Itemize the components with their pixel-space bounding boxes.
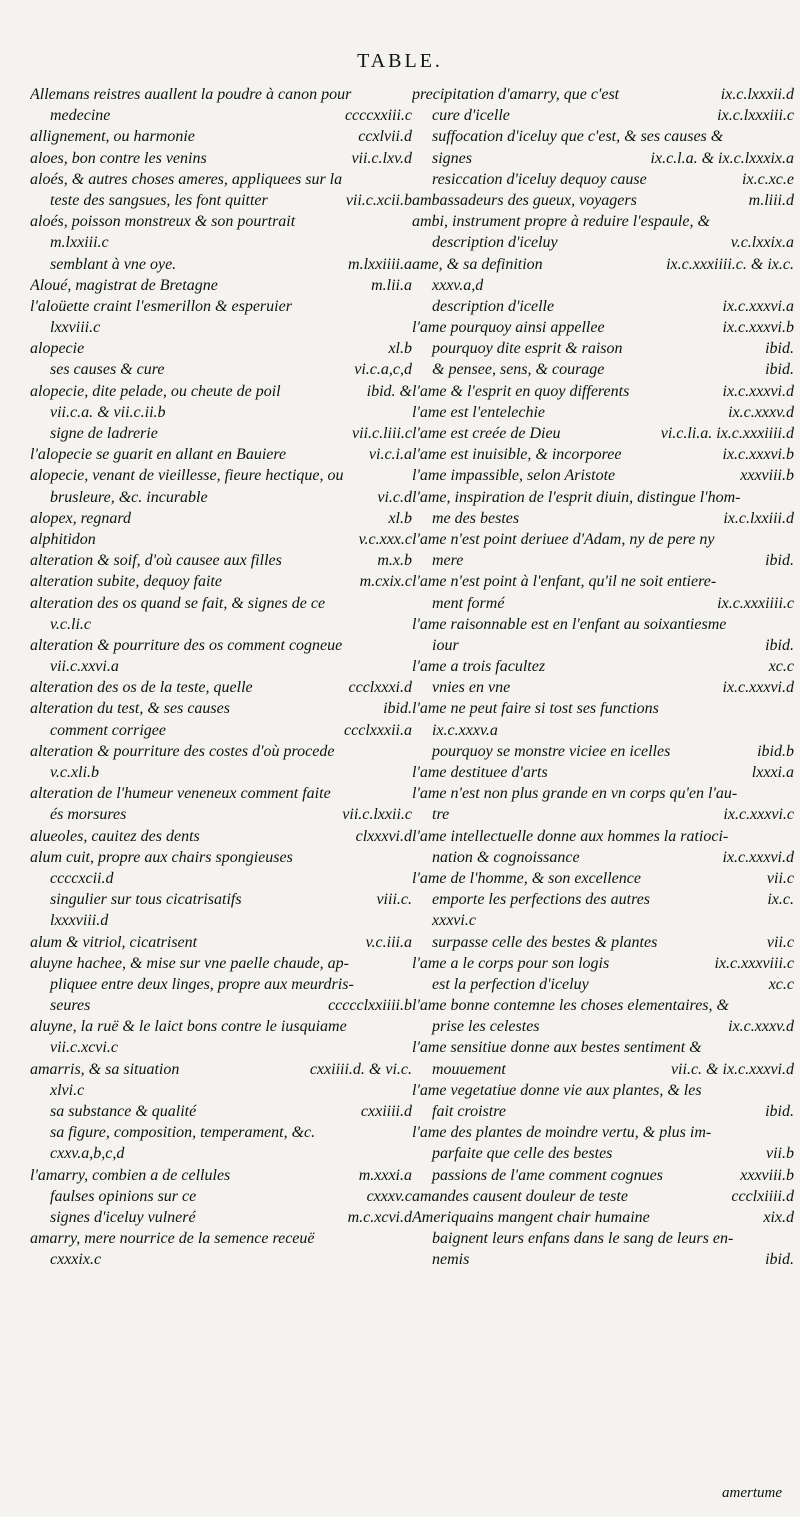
index-entry-text: Aloué, magistrat de Bretagne — [30, 276, 218, 294]
index-entry-text: amandes causent douleur de teste — [412, 1187, 628, 1205]
index-entry — [412, 677, 794, 698]
index-entry-reference: ibid. — [765, 636, 794, 654]
index-entry — [412, 529, 794, 550]
index-entry-reference: ix.c.xxxviii.c — [714, 954, 794, 972]
index-entry-text: l'ame a trois facultez — [412, 658, 546, 676]
index-entry-text: aloés, & autres choses ameres, appliquees sur la — [30, 170, 343, 188]
index-entry-text: l'alopecie se guarit en allant en Bauiere — [30, 446, 287, 464]
index-entry-text: surpasse celle des bestes & plantes — [432, 933, 658, 951]
index-entry-reference: ibid.b — [757, 742, 794, 760]
index-entry — [412, 465, 794, 486]
index-entry — [412, 953, 794, 974]
index-entry — [412, 1207, 794, 1228]
index-entry — [30, 423, 412, 444]
index-entry — [30, 1080, 412, 1101]
index-entry-text: alteration des os de la teste, quelle — [30, 679, 253, 697]
index-entry — [412, 720, 794, 741]
index-entry — [30, 529, 412, 550]
catchword: amertume — [722, 1485, 782, 1501]
index-entry-text: l'aloüette craint l'esmerillon & esperuier — [30, 297, 292, 315]
index-entry — [412, 1122, 794, 1143]
index-entry-text: aloés, poisson monstreux & son pourtrait — [30, 213, 296, 231]
index-entry — [412, 804, 794, 825]
index-entry-text: cxxv.a,b,c,d — [50, 1145, 125, 1163]
index-entry-text: l'ame n'est point deriuee d'Adam, ny de pere ny — [412, 530, 715, 548]
index-entry-reference: ibid. — [765, 552, 794, 570]
index-entry — [412, 148, 794, 169]
index-entry-reference: ibid. — [765, 1251, 794, 1269]
index-entry — [412, 868, 794, 889]
index-entry-reference: cxxiiii.d — [360, 1103, 412, 1120]
index-entry-text: cxxxix.c — [50, 1251, 102, 1269]
index-entry-text: signes — [432, 149, 472, 167]
index-entry — [30, 1016, 412, 1037]
index-entry — [412, 1080, 794, 1101]
index-entry-text: alopex, regnard — [30, 509, 132, 527]
index-entry — [30, 1059, 412, 1080]
index-entry-reference: m.c.xcvi.d — [347, 1208, 412, 1226]
index-entry-text: pourquoy se monstre viciee en icelles — [432, 742, 671, 760]
index-entry-text: ment formé — [432, 594, 505, 612]
index-entry — [30, 1249, 412, 1270]
index-entry — [30, 974, 412, 995]
index-entry-text: resiccation d'iceluy dequoy cause — [432, 170, 647, 188]
index-entry-text: ses causes & cure — [50, 361, 165, 379]
index-entry — [30, 910, 412, 931]
index-entry — [30, 465, 412, 486]
index-entry — [412, 698, 794, 719]
index-entry — [30, 126, 412, 147]
index-entry-reference: xl.b — [388, 340, 412, 358]
index-entry — [30, 593, 412, 614]
index-entry — [30, 995, 412, 1016]
index-entry-text: l'ame destituee d'arts — [412, 764, 548, 781]
index-entry-reference: xl.b — [388, 509, 412, 527]
index-entry-text: xxxv.a,d — [432, 276, 484, 294]
index-entry-text: l'ame, inspiration de l'esprit diuin, distingue l'hom- — [412, 488, 741, 506]
index-entry-text: vii.c.a. & vii.c.ii.b — [50, 403, 166, 421]
index-entry — [412, 1143, 794, 1164]
index-entry — [412, 211, 794, 232]
index-entry-text: alteration de l'humeur veneneux comment faite — [30, 785, 331, 803]
index-entry-text: alopecie — [30, 340, 85, 358]
index-entry-text: semblant à vne oye. — [50, 255, 177, 273]
index-entry-text: passions de l'ame comment cognues — [432, 1166, 663, 1184]
index-entry-text: l'ame n'est point à l'enfant, qu'il ne soit entiere- — [412, 573, 717, 591]
index-entry — [412, 254, 794, 275]
index-entry-text: sa substance & qualité — [50, 1103, 197, 1120]
index-entry-text: alum & vitriol, cicatrisent — [30, 933, 198, 951]
index-entry-reference: ccxlvii.d — [358, 128, 412, 146]
index-entry-text: ccccxcii.d — [50, 869, 114, 887]
index-entry-text: alteration & pourriture des os comment cogneue — [30, 636, 343, 654]
index-entry-text: xxxvi.c — [432, 912, 476, 930]
index-entry-text: alteration subite, dequoy faite — [30, 573, 222, 591]
index-entry — [30, 1186, 412, 1207]
index-entry-reference: v.c.lxxix.a — [730, 234, 794, 252]
index-entry-text: alteration & soif, d'où causee aux filles — [30, 552, 282, 570]
index-entry-text: emporte les perfections des autres — [432, 891, 651, 909]
index-entry-text: signes d'iceluy vulneré — [50, 1208, 196, 1226]
index-entry-text: l'ame pourquoy ainsi appellee — [412, 319, 605, 337]
index-entry-reference: vii.c.lxxii.c — [342, 806, 412, 824]
index-entry-text: mere — [432, 552, 464, 570]
index-entry — [30, 550, 412, 571]
index-entry-text: teste des sangsues, les font quitter — [50, 191, 268, 209]
index-entry-text: l'ame des plantes de moindre vertu, & plus im- — [412, 1124, 712, 1142]
index-entry — [412, 847, 794, 868]
index-entry-text: pliquee entre deux linges, propre aux meurdris- — [50, 975, 354, 993]
index-entry — [30, 338, 412, 359]
index-entry-text: baignent leurs enfans dans le sang de leurs en- — [432, 1230, 734, 1248]
index-entry-reference: vii.c. & ix.c.xxxvi.d — [670, 1060, 794, 1078]
index-entry — [412, 296, 794, 317]
index-entry-text: aloes, bon contre les venins — [30, 149, 207, 167]
index-entry-text: lxxxviii.d — [50, 912, 109, 930]
index-entry-reference: vii.c.liii.c — [352, 425, 412, 442]
index-entry-reference: xxxviii.b — [740, 1166, 794, 1184]
index-entry-text: fait croistre — [432, 1103, 506, 1120]
index-entry-text: Ameriquains mangent chair humaine — [412, 1208, 650, 1226]
index-entry — [412, 126, 794, 147]
index-entry-text: vii.c.xcvi.c — [50, 1039, 118, 1057]
index-entry-text: suffocation d'iceluy que c'est, & ses causes & — [432, 128, 724, 146]
index-entry-text: seures — [50, 997, 91, 1015]
index-entry — [30, 762, 412, 783]
index-entry — [412, 381, 794, 402]
index-entry — [30, 698, 412, 719]
index-entry-text: me des bestes — [432, 509, 520, 527]
index-entry-text: v.c.xli.b — [50, 764, 100, 781]
index-entry — [30, 232, 412, 253]
index-entry — [412, 1101, 794, 1122]
index-entry — [412, 338, 794, 359]
index-entry-reference: vii.c — [766, 869, 794, 887]
index-entry — [30, 889, 412, 910]
index-entry-text: l'ame sensitiue donne aux bestes sentiment & — [412, 1039, 702, 1057]
index-entry-text: l'ame est creée de Dieu — [412, 425, 561, 442]
index-entry-reference: v.c.iii.a — [365, 933, 412, 951]
index-entry-reference: ix.c.lxxxiii.c — [717, 107, 794, 125]
index-entry-reference: ix.c.xxxvi.d — [722, 382, 794, 400]
index-entry-text: description d'icelle — [432, 297, 555, 315]
index-entry-reference: xix.d — [763, 1208, 794, 1226]
index-entry — [30, 508, 412, 529]
index-entry-reference: vi.c.d — [377, 488, 412, 506]
index-entry-text: alueoles, cauitez des dents — [30, 827, 200, 845]
index-entry-reference: ix.c.xxxvi.d — [722, 848, 794, 866]
index-entry-text: & pensee, sens, & courage — [432, 361, 605, 379]
index-entry-text: singulier sur tous cicatrisatifs — [50, 891, 242, 909]
index-entry-text: l'ame est l'entelechie — [412, 403, 546, 421]
index-entry — [30, 1101, 412, 1122]
index-entry-reference: xc.c — [768, 975, 794, 993]
index-entry — [30, 275, 412, 296]
index-entry — [412, 1165, 794, 1186]
index-entry-reference: ibid. — [765, 361, 794, 379]
index-entry-reference: ix.c.xxxvi.b — [722, 446, 794, 464]
index-entry-reference: ix.c.xxxiiii.c. & ix.c. — [666, 255, 794, 273]
index-entry-reference: ibid. — [765, 1103, 794, 1120]
index-entry-reference: ix.c.xxxvi.a — [722, 297, 794, 315]
index-entry-reference: ix.c. — [767, 891, 794, 909]
index-entry-reference: ix.c.xxxv.d — [728, 403, 794, 421]
index-entry — [30, 211, 412, 232]
index-entry — [412, 1186, 794, 1207]
index-entry — [30, 381, 412, 402]
index-entry-text: sa figure, composition, temperament, &c. — [50, 1124, 316, 1142]
index-entry — [412, 635, 794, 656]
index-entry — [412, 783, 794, 804]
index-entry — [412, 932, 794, 953]
index-entry-text: l'ame intellectuelle donne aux hommes la ratioci- — [412, 827, 729, 845]
index-entry-reference: m.lxxiiii.a — [348, 255, 412, 273]
index-entry-reference: ibid. — [383, 700, 412, 718]
index-entry-text: prise les celestes — [432, 1018, 540, 1036]
index-entry-text: xlvi.c — [50, 1081, 85, 1099]
index-entry-text: lxxviii.c — [50, 319, 101, 337]
index-entry-text: est la perfection d'iceluy — [432, 975, 589, 993]
index-entry-reference: ix.c.l.a. & ix.c.lxxxix.a — [650, 149, 794, 167]
index-entry-text: l'ame a le corps pour son logis — [412, 954, 610, 972]
index-entry-reference: vi.c.i.a — [368, 446, 412, 464]
index-entry — [412, 593, 794, 614]
index-entry-text: l'ame impassible, selon Aristote — [412, 467, 616, 485]
index-entry-text: l'ame de l'homme, & son excellence — [412, 869, 641, 887]
index-entry — [412, 571, 794, 592]
index-entry — [412, 995, 794, 1016]
index-entry-text: precipitation d'amarry, que c'est — [412, 86, 620, 103]
index-entry — [30, 148, 412, 169]
index-entry — [30, 932, 412, 953]
index-entry — [30, 571, 412, 592]
index-entry-text: brusleure, &c. incurable — [50, 488, 208, 506]
index-entry-text: m.lxxiii.c — [50, 234, 109, 252]
index-entry — [30, 487, 412, 508]
index-entry-text: allignement, ou harmonie — [30, 128, 195, 146]
index-entry-reference: m.x.b — [377, 552, 412, 570]
index-entry-text: vnies en vne — [432, 679, 511, 697]
index-entry-text: comment corrigee — [50, 721, 166, 739]
index-entry — [412, 275, 794, 296]
index-entry — [30, 847, 412, 868]
index-entry — [30, 296, 412, 317]
index-entry — [412, 359, 794, 380]
index-entry-text: l'ame n'est non plus grande en vn corps qu'en l'au- — [412, 785, 738, 803]
index-entry-text: vii.c.xxvi.a — [50, 658, 119, 676]
index-entry-reference: m.lii.a — [371, 276, 412, 294]
index-entry-reference: ix.c.xxxvi.d — [722, 679, 794, 697]
index-entry — [412, 402, 794, 423]
index-entry — [30, 656, 412, 677]
index-entry — [30, 868, 412, 889]
index-entry — [30, 741, 412, 762]
index-entry — [30, 1207, 412, 1228]
index-entry-reference: ccccclxxiiii.b — [328, 997, 412, 1015]
index-entry-reference: ibid. — [765, 340, 794, 358]
index-entry — [412, 1059, 794, 1080]
index-entry-reference: xxxviii.b — [740, 467, 794, 485]
index-entry — [30, 169, 412, 190]
index-entry — [412, 614, 794, 635]
index-entry — [412, 105, 794, 126]
index-entry-reference: vii.c — [766, 933, 794, 951]
index-column-right — [412, 84, 794, 1271]
index-entry-reference: m.xxxi.a — [358, 1166, 412, 1184]
index-entry-reference: cxxiiii.d. & vi.c. — [309, 1060, 412, 1078]
index-entry-reference: ix.c.xxxvi.b — [722, 319, 794, 337]
index-entry-text: cure d'icelle — [432, 107, 510, 125]
index-entry — [412, 1228, 794, 1249]
index-entry — [30, 826, 412, 847]
index-entry-reference: ibid. & — [366, 382, 412, 400]
index-entry-text: amarry, mere nourrice de la semence receuë — [30, 1230, 315, 1248]
index-entry-reference: viii.c. — [376, 891, 412, 909]
index-entry — [412, 169, 794, 190]
index-entry — [30, 1143, 412, 1164]
index-entry — [412, 550, 794, 571]
index-entry — [30, 1165, 412, 1186]
index-entry — [30, 1122, 412, 1143]
index-entry-text: Allemans reistres auallent la poudre à canon pour — [30, 86, 352, 103]
index-entry — [30, 84, 412, 105]
index-entry-text: mouuement — [432, 1060, 506, 1078]
index-entry — [412, 487, 794, 508]
index-entry — [412, 910, 794, 931]
index-entry-text: alphitidon — [30, 530, 96, 548]
index-entry-text: l'ame raisonnable est en l'enfant au soixantiesme — [412, 615, 727, 633]
index-entry-text: aluyne hachee, & mise sur vne paelle chaude, ap- — [30, 954, 350, 972]
index-entry-text: l'amarry, combien a de cellules — [30, 1166, 231, 1184]
index-entry — [412, 889, 794, 910]
index-entry-text: amarris, & sa situation — [30, 1060, 180, 1078]
index-entry-text: nemis — [432, 1251, 470, 1269]
index-entry — [30, 677, 412, 698]
index-entry — [30, 614, 412, 635]
index-entry — [412, 1016, 794, 1037]
index-entry — [30, 953, 412, 974]
index-entry — [412, 508, 794, 529]
index-entry-reference: ix.c.lxxiii.d — [723, 509, 794, 527]
index-entry-reference: vii.b — [766, 1145, 794, 1163]
index-entry — [30, 317, 412, 338]
index-entry-text: ambassadeurs des gueux, voyagers — [412, 191, 637, 209]
index-entry-text: ix.c.xxxv.a — [432, 721, 498, 739]
index-entry — [412, 444, 794, 465]
index-entry-text: alum cuit, propre aux chairs spongieuses — [30, 848, 293, 866]
index-entry-reference: ix.c.xxxiiii.c — [717, 594, 794, 612]
index-entry — [30, 1228, 412, 1249]
index-entry-reference: m.liii.d — [748, 191, 794, 209]
index-entry-text: faulses opinions sur ce — [50, 1187, 197, 1205]
index-entry — [30, 635, 412, 656]
index-entry-reference: ccccxxiii.c — [344, 107, 412, 125]
index-entry-reference: vi.c.li.a. ix.c.xxxiiii.d — [660, 425, 794, 442]
index-entry-text: alteration & pourriture des costes d'où procede — [30, 742, 335, 760]
index-entry-text: alteration des os quand se fait, & signes de ce — [30, 594, 326, 612]
index-entry — [30, 804, 412, 825]
index-entry-text: pourquoy dite esprit & raison — [432, 340, 623, 358]
index-entry-reference: ix.c.xxxv.d — [728, 1018, 794, 1036]
index-entry-reference: ix.c.xc.e — [742, 170, 794, 188]
index-entry — [412, 84, 794, 105]
index-entry-text: v.c.li.c — [50, 615, 92, 633]
index-entry-reference: m.cxix.c — [359, 573, 412, 591]
index-entry-reference: lxxxi.a — [751, 764, 794, 781]
index-entry-reference: ix.c.xxxvi.c — [723, 806, 794, 824]
index-column-left — [30, 84, 412, 1271]
index-entry — [412, 190, 794, 211]
index-entry — [412, 974, 794, 995]
index-entry-text: l'ame & l'esprit en quoy differents — [412, 382, 630, 400]
index-entry — [30, 105, 412, 126]
index-entry-reference: clxxxvi.d — [355, 827, 412, 845]
index-entry-text: signe de ladrerie — [50, 425, 158, 442]
index-entry — [412, 1037, 794, 1058]
index-entry-reference: vi.c.a,c,d — [354, 361, 412, 379]
index-entry — [30, 720, 412, 741]
index-entry-text: nation & cognoissance — [432, 848, 580, 866]
index-entry-reference: cxxxv.c — [366, 1187, 412, 1205]
index-entry — [412, 423, 794, 444]
index-entry — [30, 1037, 412, 1058]
index-entry-text: alteration du test, & ses causes — [30, 700, 230, 718]
index-entry-reference: xc.c — [768, 658, 794, 676]
index-entry-text: description d'iceluy — [432, 234, 558, 252]
index-entry — [412, 762, 794, 783]
index-entry-reference: ccclxxxi.d — [348, 679, 412, 697]
index-entry-text: és morsures — [50, 806, 127, 824]
index-entry-text: aluyne, la ruë & le laict bons contre le iusquiame — [30, 1018, 347, 1036]
index-entry-text: medecine — [50, 107, 111, 125]
index-entry-text: parfaite que celle des bestes — [432, 1145, 613, 1163]
index-entry-text: alopecie, venant de vieillesse, fieure hectique, ou — [30, 467, 344, 485]
index-entry — [30, 444, 412, 465]
index-entry — [412, 656, 794, 677]
index-entry — [30, 783, 412, 804]
index-entry — [30, 254, 412, 275]
index-entry-text: alopecie, dite pelade, ou cheute de poil — [30, 382, 281, 400]
index-entry — [412, 741, 794, 762]
index-entry — [30, 359, 412, 380]
index-entry-reference: vii.c.lxv.d — [351, 149, 412, 167]
index-entry-text: ame, & sa definition — [412, 255, 543, 273]
index-entry — [412, 1249, 794, 1270]
page-title: TABLE. — [357, 50, 443, 72]
index-entry — [412, 232, 794, 253]
index-entry-text: ambi, instrument propre à reduire l'espaule, & — [412, 213, 710, 231]
index-entry-text: iour — [432, 636, 459, 654]
index-entry-reference: ccclxxxii.a — [344, 721, 412, 739]
index-entry-text: l'ame ne peut faire si tost ses functions — [412, 700, 659, 718]
index-entry — [30, 402, 412, 423]
index-entry-reference: v.c.xxx.c — [358, 530, 412, 548]
index-entry-reference: ix.c.lxxxii.d — [720, 86, 794, 103]
index-entry — [412, 317, 794, 338]
index-entry-text: l'ame vegetatiue donne vie aux plantes, & les — [412, 1081, 702, 1099]
index-entry-reference: ccclxiiii.d — [731, 1187, 794, 1205]
index-entry-text: l'ame est inuisible, & incorporee — [412, 446, 622, 464]
index-entry-text: l'ame bonne contemne les choses elementaires, & — [412, 997, 729, 1015]
index-entry — [412, 826, 794, 847]
index-entry-reference: vii.c.xcii.b — [345, 191, 412, 209]
index-entry-text: tre — [432, 806, 450, 824]
index-entry — [30, 190, 412, 211]
